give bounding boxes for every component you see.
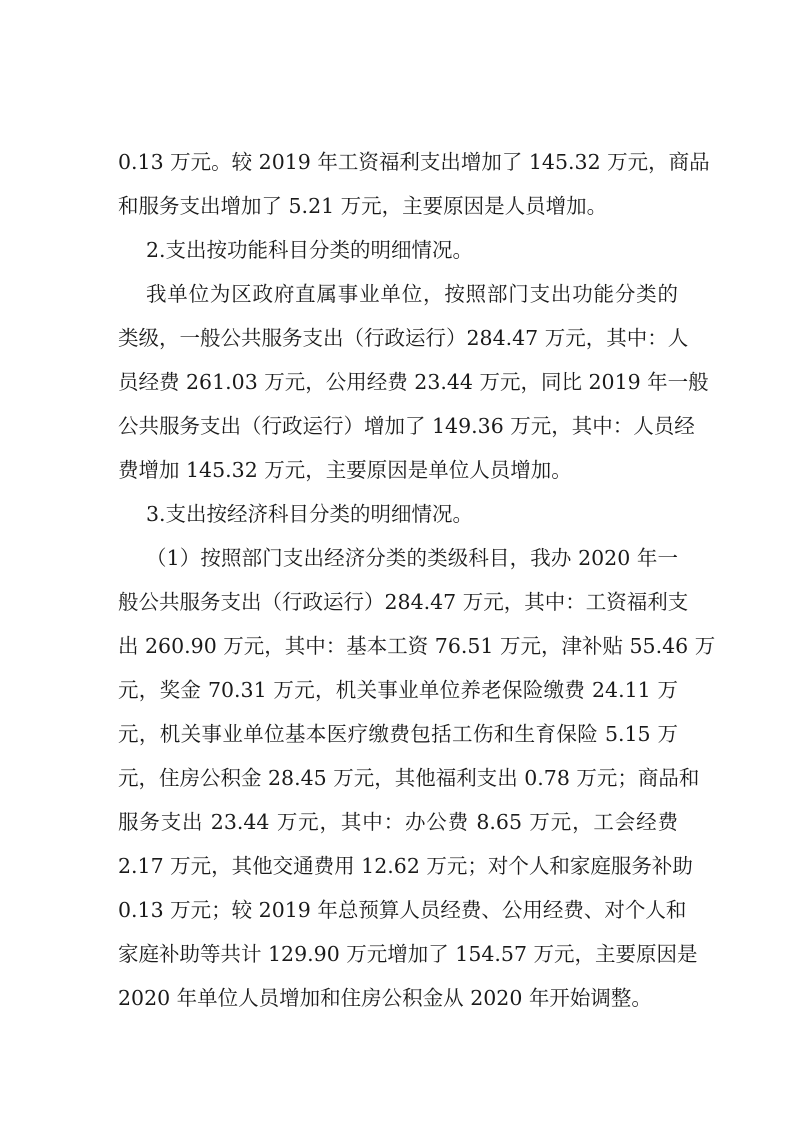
paragraph-line: （1）按照部门支出经济分类的类级科目，我办 2020 年一 xyxy=(146,546,678,570)
paragraph-line: 员经费 261.03 万元，公用经费 23.44 万元，同比 2019 年一般 xyxy=(118,370,709,394)
paragraph-line: 和服务支出增加了 5.21 万元，主要原因是人员增加。 xyxy=(118,194,608,218)
section-heading: 2.支出按功能科目分类的明细情况。 xyxy=(146,238,474,262)
section-heading: 3.支出按经济科目分类的明细情况。 xyxy=(146,502,474,526)
paragraph-line: 出 260.90 万元，其中：基本工资 76.51 万元，津补贴 55.46 万 xyxy=(118,634,716,658)
paragraph-line: 元，机关事业单位基本医疗缴费包括工伤和生育保险 5.15 万 xyxy=(118,722,678,746)
paragraph-line: 元，住房公积金 28.45 万元，其他福利支出 0.78 万元；商品和 xyxy=(118,766,700,790)
paragraph-line: 2020 年单位人员增加和住房公积金从 2020 年开始调整。 xyxy=(118,986,652,1010)
paragraph-line: 0.13 万元；较 2019 年总预算人员经费、公用经费、对个人和 xyxy=(118,898,687,922)
paragraph-line: 服务支出 23.44 万元，其中：办公费 8.65 万元，工会经费 xyxy=(118,810,678,834)
paragraph-line: 我单位为区政府直属事业单位，按照部门支出功能分类的 xyxy=(146,282,678,306)
paragraph-line: 0.13 万元。较 2019 年工资福利支出增加了 145.32 万元，商品 xyxy=(118,150,710,174)
paragraph-line: 2.17 万元，其他交通费用 12.62 万元；对个人和家庭服务补助 xyxy=(118,854,693,878)
paragraph-line: 元，奖金 70.31 万元，机关事业单位养老保险缴费 24.11 万 xyxy=(118,678,678,702)
paragraph-line: 类级，一般公共服务支出（行政运行）284.47 万元，其中：人 xyxy=(118,326,689,350)
paragraph-line: 家庭补助等共计 129.90 万元增加了 154.57 万元，主要原因是 xyxy=(118,942,698,966)
paragraph-line: 费增加 145.32 万元，主要原因是单位人员增加。 xyxy=(118,458,572,482)
paragraph-line: 公共服务支出（行政运行）增加了 149.36 万元，其中：人员经 xyxy=(118,414,695,438)
paragraph-line: 般公共服务支出（行政运行）284.47 万元，其中：工资福利支 xyxy=(118,590,689,614)
